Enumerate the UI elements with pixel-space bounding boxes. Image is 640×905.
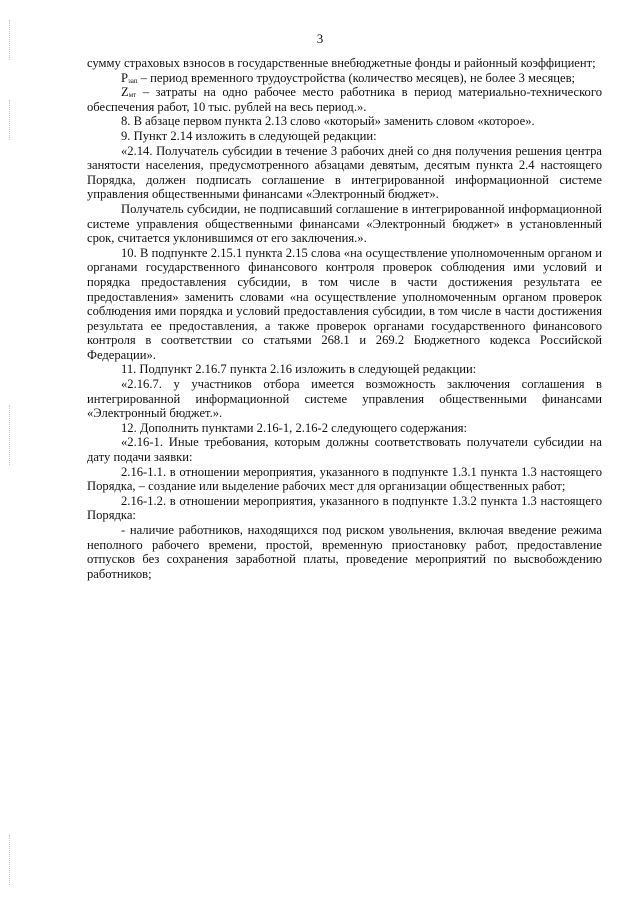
paragraph: $P_{зап}$ – период временного трудоустройства (количество месяцев), не более 3 месяцев; <box>121 70 576 85</box>
page-number: 3 <box>316 31 324 46</box>
symbol-subscript: мт <box>128 91 137 100</box>
paragraph: 2.16-1.1. в отношении мероприятия, указанного в подпункте 1.3.1 пункта 1.3 настоящего Порядка, – создание или выделение рабочих мест для организации общественных работ; <box>87 464 602 494</box>
paragraph: 11. Подпункт 2.16.7 пункта 2.16 изложить в следующей редакции: <box>121 362 477 377</box>
paragraph: 10. В подпункте 2.15.1 пункта 2.15 слова «на осуществление уполномоченным органом и органами государственного финансового контроля проверок соблюдения ими условий и порядка предоставления субсидии, в том числе в части достижения результата ее предоставления» заменить словами «на осуществление уполномоченным органом проверок соблюдения ими порядка и условий предоставления субсидии, в том числе в части достижения результата ее предоставления, а также проверок органами государственного финансового контроля в соответствии со статьями 268.1 и 269.2 Бюджетного кодекса Российской Федерации». <box>87 245 602 362</box>
paragraph: 8. В абзаце первом пункта 2.13 слово «который» заменить словом «которое». <box>121 114 535 129</box>
paragraph: $Z_{мт}$ – затраты на одно рабочее место работника в период материально-технического обеспечения работ, 10 тыс. рублей на весь период.». <box>87 85 602 114</box>
paragraph: - наличие работников, находящихся под риском увольнения, включая введение режима неполного рабочего времени, простой, временную приостановку работ, предоставление отпусков без сохранения заработной платы, проведение мероприятий по высвобождению работников; <box>87 523 602 581</box>
margin-dots <box>9 835 12 885</box>
paragraph: «2.16-1. Иные требования, которым должны соответствовать получатели субсидии на дату подачи заявки: <box>87 435 602 465</box>
paragraph: 2.16-1.2. в отношении мероприятия, указанного в подпункте 1.3.2 пункта 1.3 настоящего Порядка: <box>87 493 602 523</box>
paragraph: 9. Пункт 2.14 изложить в следующей редакции: <box>121 128 377 143</box>
paragraph: 12. Дополнить пунктами 2.16-1, 2.16-2 следующего содержания: <box>121 420 468 435</box>
margin-dots <box>9 405 12 465</box>
paragraph: Получатель субсидии, не подписавший соглашение в интегрированной информационной системе управления общественными финансами «Электронный бюджет» в установленный срок, считается уклонившимся от его заключения.». <box>87 201 602 246</box>
document-body <box>87 56 602 581</box>
paragraph: «2.16.7. у участников отбора имеется возможность заключения соглашения в интегрированной информационной системе управления общественными финансами «Электронный бюджет.». <box>87 377 602 421</box>
symbol-subscript: зап <box>128 76 138 85</box>
symbol: P <box>121 70 129 85</box>
symbol: Z <box>121 85 129 100</box>
paragraph: «2.14. Получатель субсидии в течение 3 рабочих дней со дня получения решения центра занятости населения, предусмотренного абзацами девятым, десятым пункта 2.4 настоящего Порядка, должен подписать соглашение в интегрированной информационной системе управления общественными финансами «Электронный бюджет». <box>87 143 602 202</box>
margin-dots <box>9 20 12 60</box>
paragraph: сумму страховых взносов в государственные внебюджетные фонды и районный коэффициент; <box>87 56 596 70</box>
margin-dots <box>9 100 12 140</box>
